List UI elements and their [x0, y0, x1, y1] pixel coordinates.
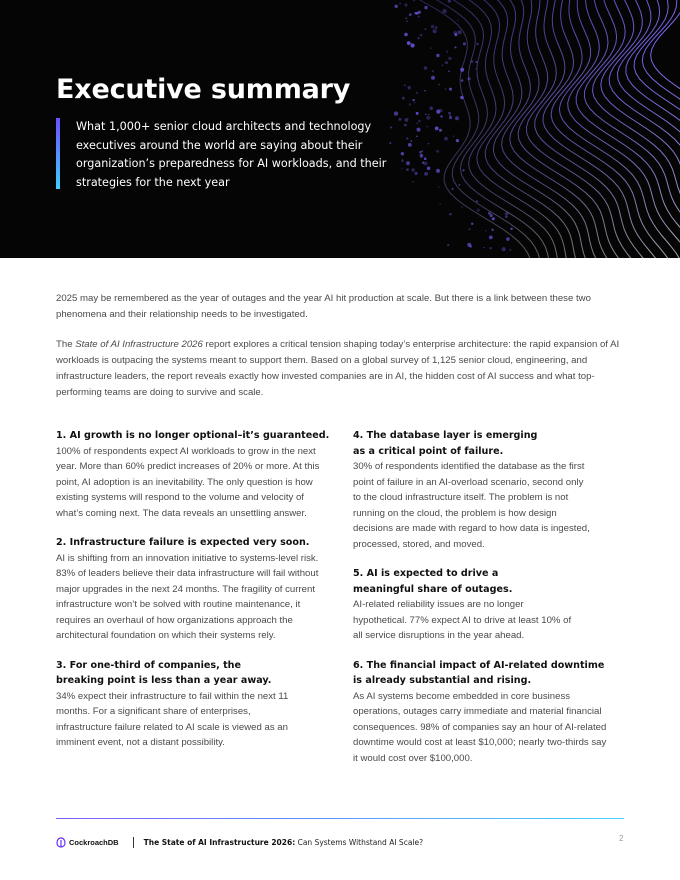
logo-text: CockroachDB [69, 837, 119, 847]
particle-dot [456, 139, 459, 142]
particle-dot [430, 107, 433, 110]
particle-dot [483, 247, 484, 248]
particle-dot [418, 120, 420, 122]
page-number: 2 [619, 834, 624, 843]
particle-dot [455, 116, 459, 120]
particle-dot [417, 123, 418, 124]
particle-dot [506, 237, 510, 241]
particle-dot [409, 13, 412, 16]
cockroachdb-logo [56, 837, 119, 848]
particle-dot [413, 99, 415, 101]
wave-line [461, 0, 558, 258]
particle-dot [418, 16, 420, 18]
particle-dot [440, 115, 442, 117]
particle-dot [424, 157, 427, 160]
particle-dot [413, 0, 416, 1]
particle-dot [439, 109, 443, 113]
particle-dot [432, 70, 434, 72]
hero-banner [0, 0, 680, 258]
particle-dot [505, 216, 507, 218]
particle-dot [424, 6, 427, 9]
particle-dot [428, 143, 430, 145]
particle-dot [489, 236, 493, 240]
wave-line [651, 0, 680, 258]
particle-dot [471, 60, 474, 63]
particle-dot [427, 167, 431, 171]
wave-line [428, 0, 541, 258]
particle-dot [489, 214, 492, 217]
particle-dot [460, 68, 464, 72]
particle-dot [404, 85, 405, 86]
footer-separator [133, 837, 134, 848]
particle-dot [409, 103, 411, 105]
finding-item [353, 428, 608, 552]
particle-dot [438, 186, 439, 187]
particle-dot [446, 51, 448, 53]
particle-dot [461, 206, 462, 207]
particle-dot [428, 114, 429, 115]
particle-dot [463, 169, 465, 171]
particle-dot [424, 66, 428, 70]
particle-dot [476, 43, 479, 46]
particle-dot [454, 33, 457, 36]
particle-dot [455, 46, 457, 48]
particle-dot [460, 96, 464, 100]
particle-dot [431, 76, 435, 80]
particle-dot [448, 71, 450, 73]
particle-dot [414, 102, 415, 103]
particle-dot [477, 209, 480, 212]
finding-heading: 3. For one-third of companies, the breaking point is less than a year away. [56, 659, 272, 686]
particle-dot [438, 84, 439, 85]
particle-dot [394, 111, 398, 115]
finding-item [56, 535, 331, 644]
particle-dot [445, 88, 446, 89]
particle-dot [436, 54, 439, 57]
wave-line [626, 0, 680, 258]
wave-line [485, 0, 578, 258]
particle-dot [457, 19, 458, 20]
particle-dot [419, 151, 421, 153]
particle-dot [505, 212, 509, 216]
particle-dot [502, 247, 506, 251]
particle-dot [407, 41, 411, 45]
particle-dot [509, 249, 511, 251]
particle-dot [426, 126, 428, 128]
particle-dot [425, 114, 426, 115]
particle-dot [476, 75, 477, 76]
finding-body: 100% of respondents expect AI workloads to grow in the next year. More than 60% predict increases of 20% or more. At this point, AI adoption is an inevitability. The only question is how existing systems will respond to the volume and velocity of what’s coming next. The data reveals an unsettling answer. [56, 445, 320, 519]
wave-line [642, 0, 680, 258]
particle-dot [468, 77, 471, 80]
particle-dot [425, 28, 427, 30]
finding-item [56, 428, 331, 521]
particle-dot [442, 65, 443, 66]
particle-dot [435, 126, 439, 130]
finding-heading: 5. AI is expected to drive a meaningful share of outages. [353, 568, 513, 595]
particle-dot [402, 97, 405, 100]
particle-dot [492, 217, 495, 220]
intro-paragraph-1: 2025 may be remembered as the year of outages and the year AI hit production at scale. But there is a link between these two phenomena and their relationship needs to be investigated. [56, 293, 591, 320]
particle-dot [442, 9, 446, 13]
particle-dot [448, 57, 451, 60]
particle-dot [439, 129, 442, 132]
finding-body: 30% of respondents identified the database as the first point of failure in an AI-overload scenario, second only to the cloud infrastructure itself. The problem is not running on the cloud, the problem is how design decisions are made with regard to how data is ingested, processed, stored, and moved. [353, 461, 590, 550]
particle-dot [431, 25, 435, 29]
particle-dot [461, 79, 464, 82]
report-title: State of AI Infrastructure 2026 [75, 339, 203, 350]
page-title: Executive summary [56, 74, 351, 105]
findings-column-right [353, 428, 608, 780]
particle-dot [449, 115, 452, 118]
footer [56, 835, 423, 849]
particle-dot [449, 88, 452, 91]
wave-line [527, 0, 637, 258]
particle-dot [424, 90, 425, 91]
particle-dot [463, 42, 466, 45]
particle-dot [435, 26, 438, 29]
intro-paragraph-2: The State of AI Infrastructure 2026 report explores a critical tension shaping today’s enterprise architecture: the rapid expansion of AI workloads is outpacing the systems meant to support them. Based on a global survey of 1,125 senior cloud, engineering, and infrastructure leaders, the report reveals exactly how invested companies are in AI, the hidden cost of AI success and what top-performing teams are doing to survive and scale. [56, 339, 620, 398]
finding-heading: 2. Infrastructure failure is expected very soon. [56, 537, 310, 548]
page-subtitle: What 1,000+ senior cloud architects and technology executives around the world are saying about their organization’s preparedness for AI workloads, and their strategies for the next year [56, 118, 416, 189]
particle-dot [436, 150, 439, 153]
wave-line [411, 0, 532, 258]
finding-heading: 1. AI growth is no longer optional–it’s guaranteed. [56, 430, 330, 441]
particle-dot [424, 172, 428, 176]
particle-dot [476, 200, 478, 202]
particle-dot [490, 247, 492, 249]
particle-dot [404, 33, 408, 37]
particle-dot [452, 188, 454, 190]
finding-item [56, 658, 331, 751]
particle-dot [458, 30, 462, 34]
particle-dot [421, 157, 422, 158]
particle-dot [406, 17, 408, 19]
particle-dot [420, 34, 423, 37]
footer-document-title: The State of AI Infrastructure 2026: Can Systems Withstand AI Scale? [143, 837, 424, 847]
particle-dot [433, 29, 437, 33]
particle-dot [416, 136, 418, 138]
particle-dot [436, 169, 440, 173]
particle-dot [469, 228, 471, 230]
particle-dot [467, 243, 471, 247]
finding-body: AI-related reliability issues are no longer hypothetical. 77% expect AI to drive at least 10% of all service disruptions in the year ahead. [353, 599, 572, 641]
particle-dot [471, 223, 473, 225]
particle-dot [424, 162, 428, 166]
findings-column-left [56, 428, 331, 765]
footer-divider [56, 818, 624, 819]
particle-dot [422, 150, 423, 151]
finding-body: As AI systems become embedded in core business operations, outages carry immediate and material financial consequences. 98% of companies say an hour of AI-related downtime would cost at least $10,000; nearly two-thirds say it would cost over $100,000. [353, 690, 607, 764]
particle-dot [448, 0, 451, 3]
wave-line [576, 0, 680, 258]
particle-dot [444, 137, 448, 141]
particle-dot [445, 61, 448, 64]
particle-dot [417, 128, 421, 132]
particle-dot [458, 184, 460, 186]
particle-dot [416, 112, 419, 115]
particle-dot [430, 48, 431, 49]
particle-dot [475, 61, 477, 63]
particle-dot [448, 112, 451, 115]
particle-dot [399, 3, 401, 5]
particle-dot [449, 213, 451, 215]
wave-line [618, 0, 680, 258]
cockroach-logo-icon [56, 837, 66, 848]
particle-dot [475, 68, 476, 69]
particle-dot [485, 230, 486, 231]
particle-dot [426, 116, 430, 120]
particle-dot [418, 37, 420, 39]
particle-dot [416, 92, 418, 94]
finding-heading: 6. The financial impact of AI-related downtime is already substantial and rising. [353, 659, 605, 686]
particle-dot [491, 229, 493, 231]
particle-dot [510, 228, 512, 230]
finding-body: AI is shifting from an innovation initiative to systems-level risk. 83% of leaders believe their data infrastructure will fail without major upgrades in the next 24 months. The fragility of current infrastructure won’t be solved with routine maintenance, it requires an overhaul of how organizations approach the architectural foundation on which their systems rely. [56, 552, 319, 641]
particle-dot [395, 5, 398, 8]
particle-dot [406, 20, 408, 22]
particle-dot [453, 136, 454, 137]
particle-dot [439, 203, 441, 205]
finding-item [353, 566, 608, 644]
particle-dot [411, 43, 412, 44]
finding-body: 34% expect their infrastructure to fail within the next 11 months. For a significant share of enterprises, infrastructure failure related to AI scale is viewed as an imminent event, not a distant possibility. [56, 690, 289, 748]
particle-dot [408, 86, 411, 89]
particle-dot [415, 12, 417, 14]
particle-dot [404, 3, 407, 6]
finding-item [353, 658, 608, 767]
particle-dot [447, 244, 449, 246]
wave-line [609, 0, 680, 258]
finding-heading: 4. The database layer is emerging as a critical point of failure. [353, 430, 538, 457]
